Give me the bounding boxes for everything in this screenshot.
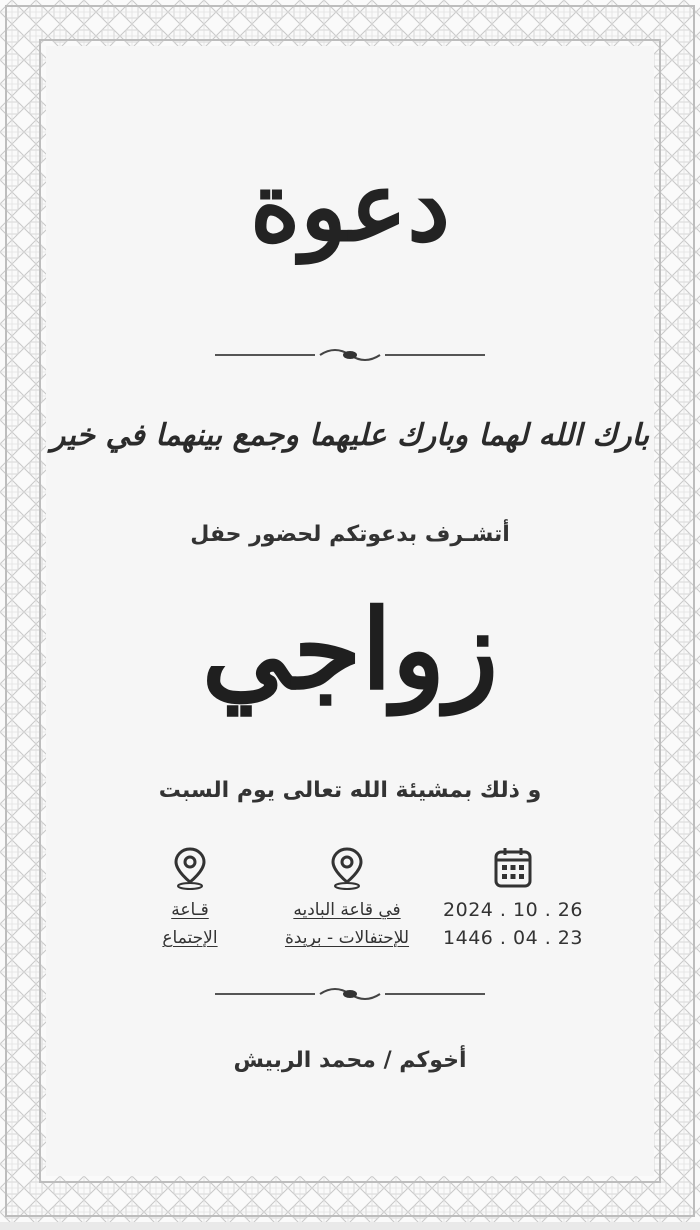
blessing-text: بارك الله لهما وبارك عليهما وجمع بينهما في خير [50,418,650,453]
venue-name-line1: في قاعة الباديه [293,900,401,920]
bottom-strip [0,1222,700,1230]
gregorian-date: 2024 . 10 . 26 [443,899,583,921]
hall-line2: الإجتماع [162,928,218,948]
hall-block [130,846,250,952]
ornament-divider-bottom [215,984,485,1004]
invitation-title: دعوة [250,150,450,263]
sender-signature: أخوكم / محمد الربيش [233,1048,467,1073]
location-pin-icon [170,846,210,890]
hijri-date: 1446 . 04 . 23 [443,927,583,949]
honor-text: أتشـرف بدعوتكم لحضور حفل [190,522,510,547]
ornament-divider-top [215,345,485,365]
date-block [438,846,588,952]
calendar-icon [493,846,533,890]
venue-block [262,846,432,952]
location-pin-icon [327,846,367,890]
hall-line1: قـاعة [171,900,209,920]
venue-name-line2: للإحتفالات - بريدة [284,928,410,948]
occasion-title: زواجي [201,585,499,714]
date-intro-text: و ذلك بمشيئة الله تعالى يوم السبت [158,778,542,803]
